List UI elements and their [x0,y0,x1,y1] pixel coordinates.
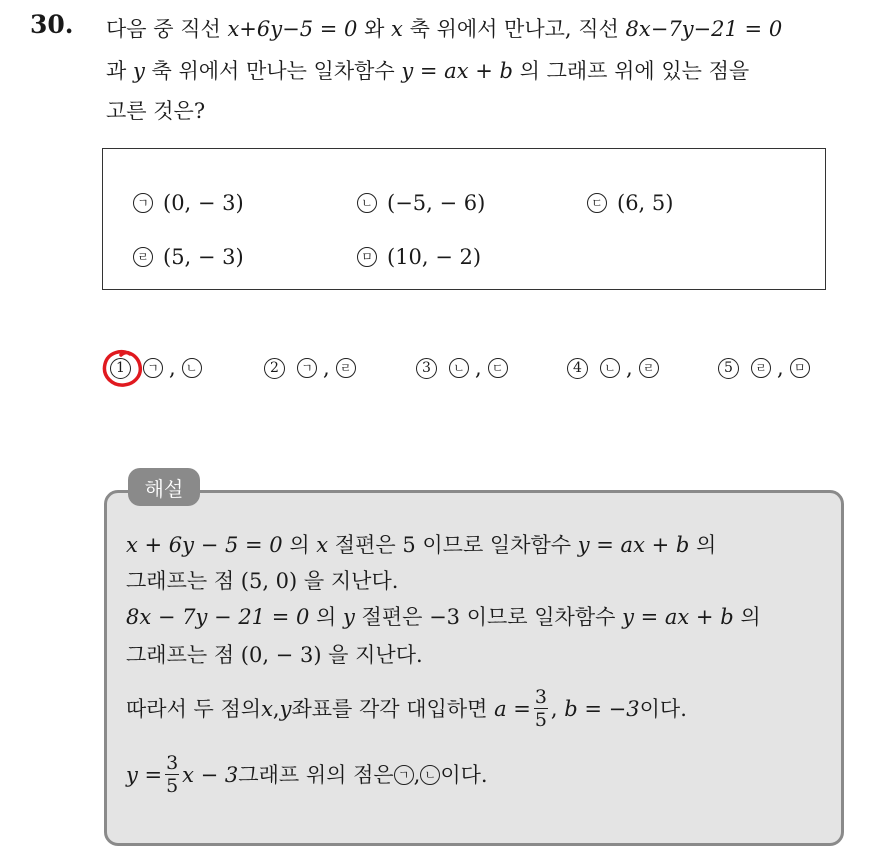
circled-letter: ㄹ [639,358,659,378]
circled-letter: ㄴ [449,358,469,378]
circled-letter: ㅁ [790,358,810,378]
circled-letter: ㄱ [133,193,153,213]
circled-letter: ㄴ [420,765,440,785]
solution-line-2: 그래프는 점 (5, 0) 을 지난다. [126,569,399,593]
question-line-2: 과 y 축 위에서 만나는 일차함수 y = ax + b 의 그래프 위에 있는 점을 [106,59,750,83]
fraction: $\frac{3}{5}$ [534,686,547,731]
question-number: 30. [30,10,74,39]
solution-line-3: 8x − 7y − 21 = 0 의 y 절편은 −3 이므로 일차함수 y = ax + b 의 [126,605,761,629]
circled-letter: ㄱ [394,765,414,785]
choice-point: (0, − 3) [163,191,244,215]
circled-letter: ㄷ [488,358,508,378]
circled-letter: ㄹ [751,358,771,378]
solution-tag: 해설 [128,468,200,506]
choice-item [587,191,673,215]
solution-line-5: 따라서 두 점의 x , y 좌표를 각각 대입하면 a = $\frac{3}{5}$ , b = −3 이다. [126,686,687,731]
option-number: 2 [264,358,285,379]
equation-1: x+6y−5 = 0 [227,17,358,41]
circled-letter: ㄱ [297,358,317,378]
answer-option-2[interactable]: 2 ㄱ , ㄹ [264,356,356,380]
question-line-3: 고른 것은? [106,99,206,123]
circled-letter: ㄹ [133,247,153,267]
circled-letter: ㄴ [600,358,620,378]
equation-2: 8x−7y−21 = 0 [625,17,783,41]
function-equation: y = ax + b [401,59,513,83]
solution-line-6: y = $\frac{3}{5}$ x − 3 그래프 위의 점은 ㄱ , ㄴ 이다. [126,752,488,797]
answer-option-4[interactable]: 4 ㄴ , ㄹ [567,356,659,380]
solution-line-4: 그래프는 점 (0, − 3) 을 지난다. [126,643,423,667]
option-number: 1 [110,358,131,379]
option-number: 5 [718,358,739,379]
choice-item [357,245,481,269]
circled-letter: ㅁ [357,247,377,267]
fraction: $\frac{3}{5}$ [166,752,179,797]
answer-option-1[interactable]: 1 ㄱ , ㄴ [110,356,202,380]
circled-letter: ㄴ [357,193,377,213]
circled-letter: ㄹ [336,358,356,378]
option-number: 3 [416,358,437,379]
red-answer-circle [100,346,148,392]
solution-line-1: x + 6y − 5 = 0 의 x 절편은 5 이므로 일차함수 y = ax + b 의 [126,533,717,557]
option-number: 4 [567,358,588,379]
choice-item [357,191,485,215]
choice-item [133,191,244,215]
choice-item [133,245,244,269]
choice-point: (−5, − 6) [387,191,486,215]
choice-point: (10, − 2) [387,245,482,269]
circled-letter: ㄷ [587,193,607,213]
choice-point: (6, 5) [617,191,674,215]
circled-letter: ㄱ [143,358,163,378]
choice-point: (5, − 3) [163,245,244,269]
circled-letter: ㄴ [182,358,202,378]
question-line-1: 다음 중 직선 x+6y−5 = 0 와 x 축 위에서 만나고, 직선 8x−7y−21 = 0 [106,17,783,41]
answer-option-5[interactable]: 5 ㄹ , ㅁ [718,356,810,380]
choice-box [102,148,826,290]
answer-option-3[interactable]: 3 ㄴ , ㄷ [416,356,508,380]
